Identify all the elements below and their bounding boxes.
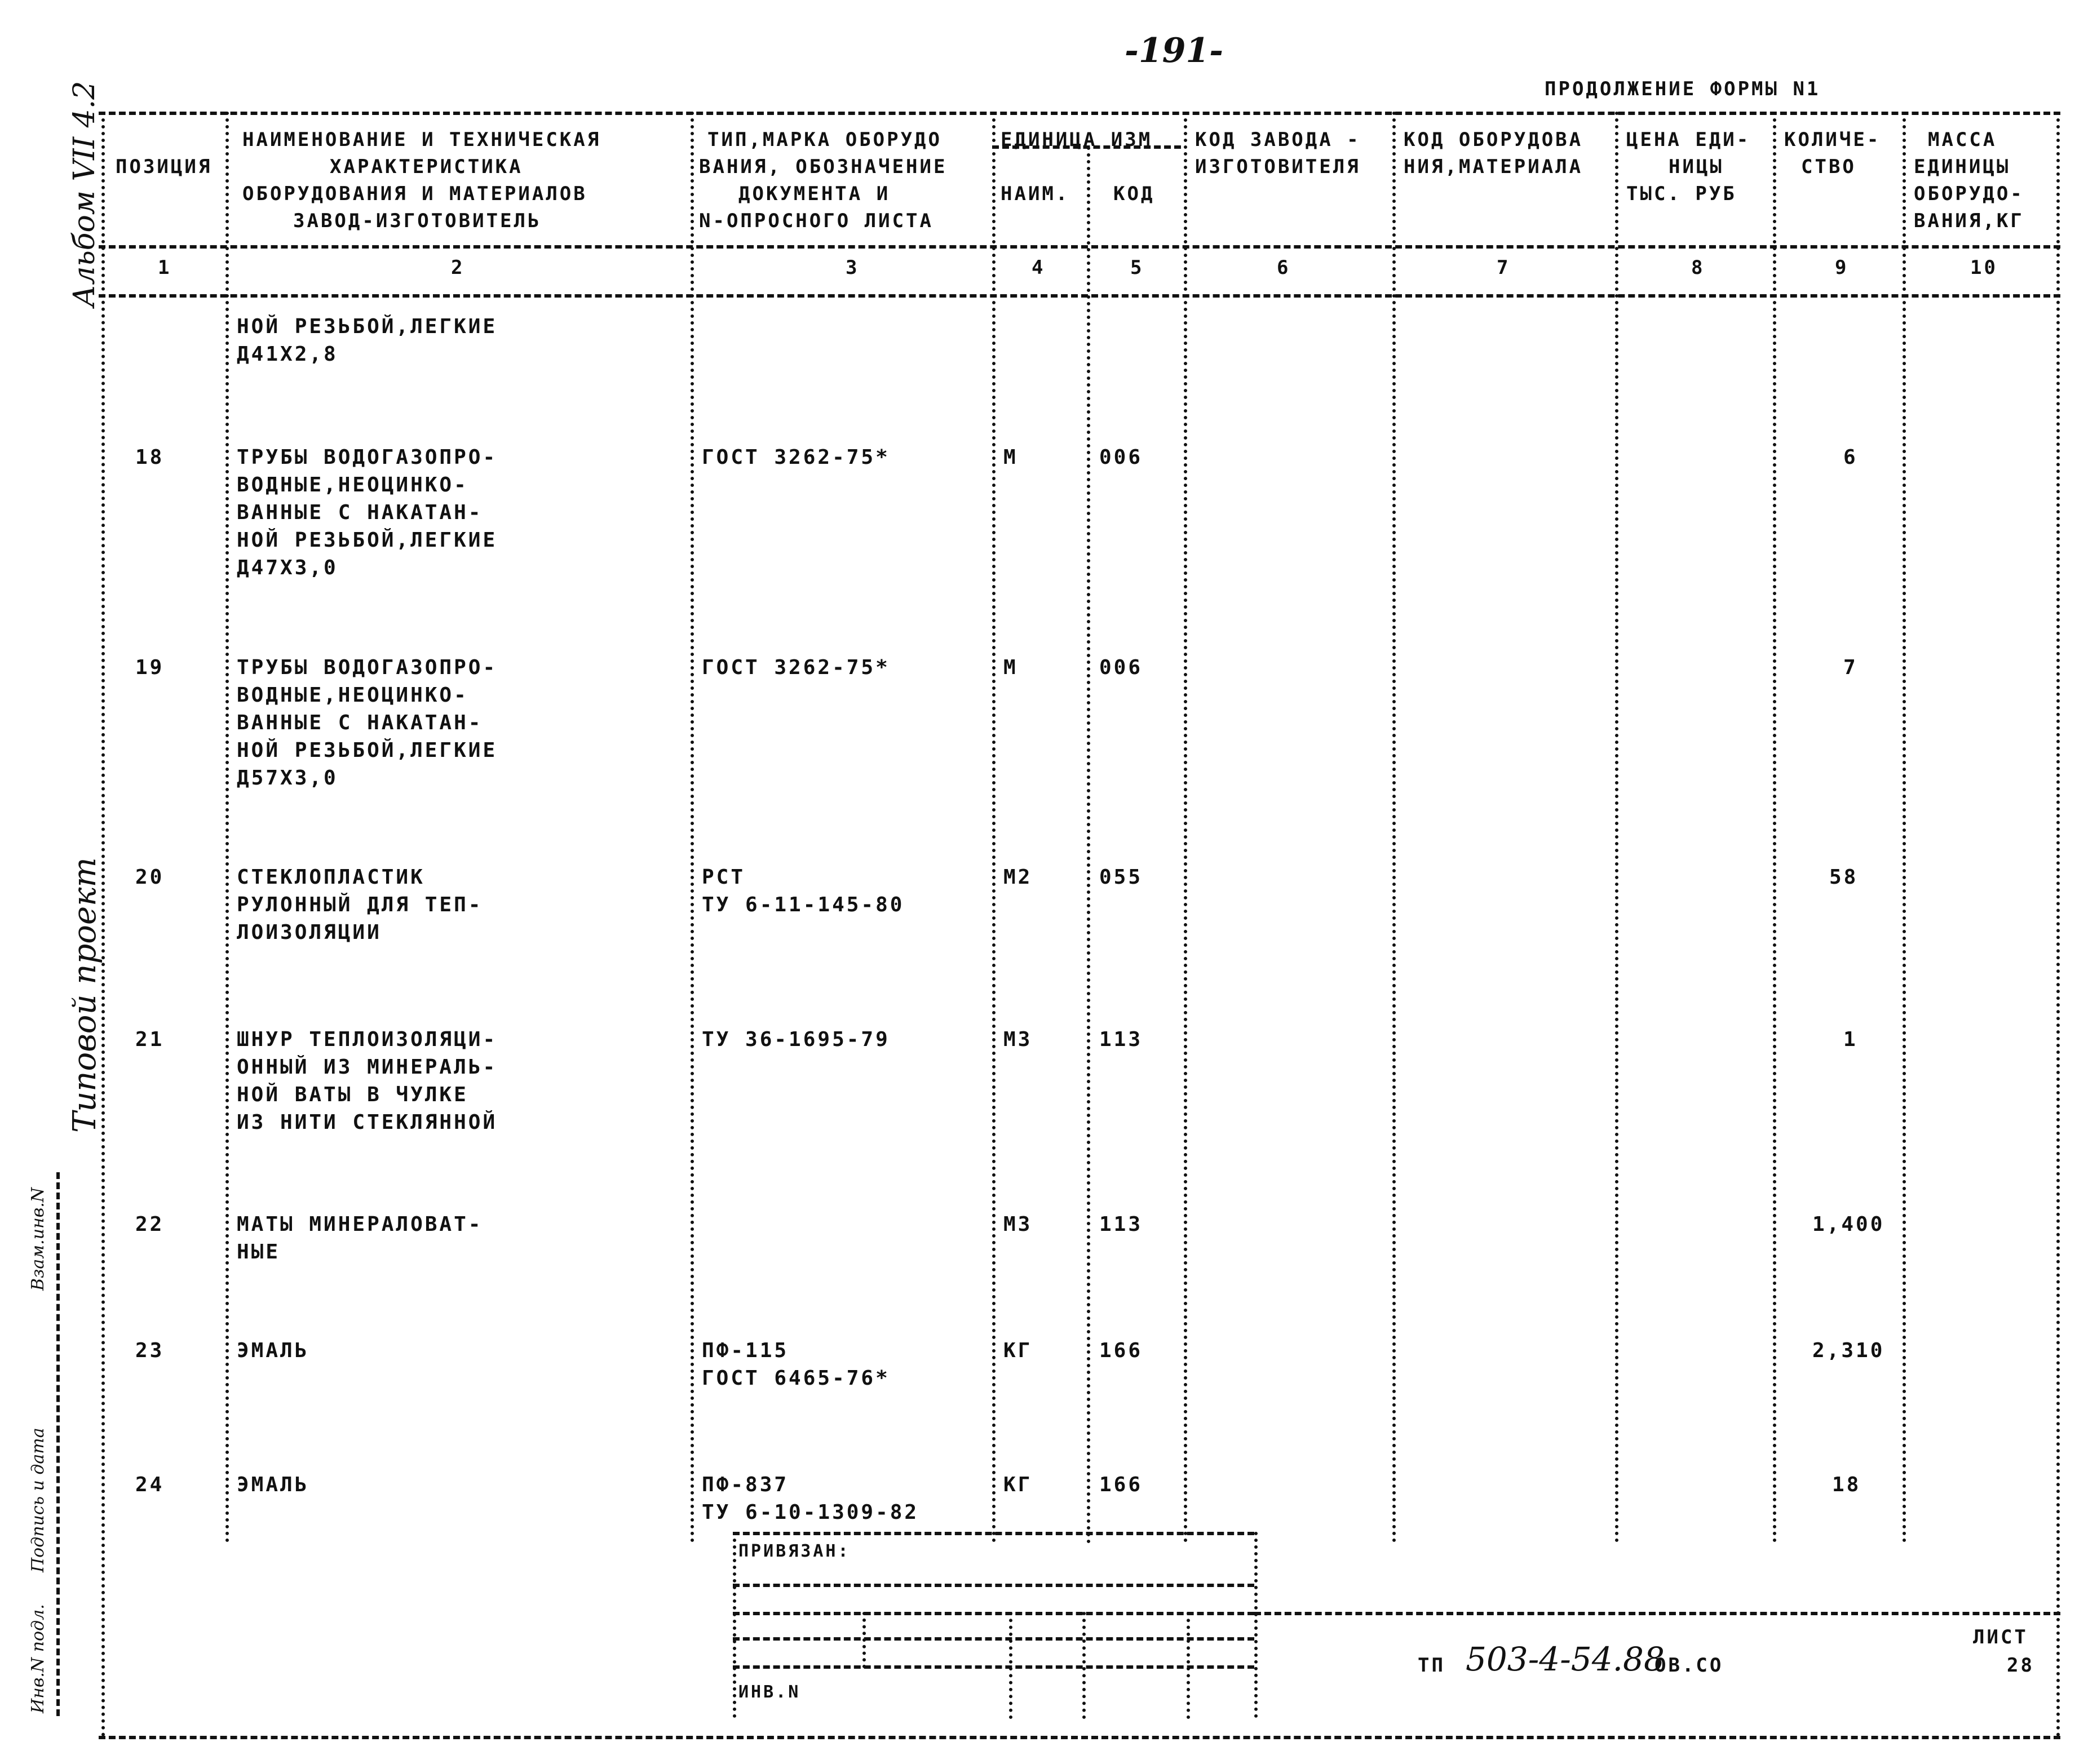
row-position: 19 <box>135 656 165 679</box>
header-equip-code-line2: НИЯ,МАТЕРИАЛА <box>1404 156 1583 178</box>
header-position: ПОЗИЦИЯ <box>116 156 213 178</box>
row-quantity: 2,310 <box>1812 1339 1885 1362</box>
header-price-line3: ТЫС. РУБ <box>1626 183 1737 205</box>
binding-divider <box>862 1612 866 1668</box>
binding-top-line <box>733 1532 1254 1535</box>
stamp-divider <box>56 1172 60 1716</box>
colnum-6: 6 <box>1277 256 1291 279</box>
doc-code-prefix: ТП <box>1418 1654 1445 1677</box>
col-border-right <box>2056 112 2060 1738</box>
header-equip-code-line1: КОД ОБОРУДОВА <box>1404 128 1583 151</box>
header-mass-line1: МАССА <box>1928 128 1997 151</box>
header-unit-name: НАИМ. <box>1001 183 1070 205</box>
header-unit-code: КОД <box>1113 183 1155 205</box>
row-unit-code: 006 <box>1099 446 1143 469</box>
form-continuation-title: ПРОДОЛЖЕНИЕ ФОРМЫ N1 <box>1545 78 1821 100</box>
row-name-line: ВАННЫЕ С НАКАТАН- <box>237 711 483 734</box>
binding-line <box>733 1665 1254 1669</box>
row-unit-name: М <box>1003 656 1018 679</box>
row-unit-code: 113 <box>1099 1028 1143 1051</box>
header-name-line3: ОБОРУДОВАНИЯ И МАТЕРИАЛОВ <box>242 183 587 205</box>
row-name-line: ТРУБЫ ВОДОГАЗОПРО- <box>237 656 498 679</box>
col-border-3 <box>992 112 996 1543</box>
project-label: Типовой проект <box>67 857 103 1133</box>
header-type-line2: ВАНИЯ, ОБОЗНАЧЕНИЕ <box>699 156 948 178</box>
row-name-line: Д57Х3,0 <box>237 766 338 790</box>
row-name-line: ТРУБЫ ВОДОГАЗОПРО- <box>237 446 498 469</box>
binding-divider <box>1187 1612 1190 1719</box>
row-type-line: ТУ 6-11-145-80 <box>702 893 905 916</box>
row-unit-code: 055 <box>1099 866 1143 889</box>
row-quantity: 1 <box>1843 1028 1858 1051</box>
col-border-9 <box>1903 112 1906 1543</box>
row-type-line: ПФ-837 <box>702 1473 789 1496</box>
row-name-line: НОЙ РЕЗЬБОЙ,ЛЕГКИЕ <box>237 315 498 338</box>
row-name-line: МАТЫ МИНЕРАЛОВАТ- <box>237 1213 483 1236</box>
col-border-7 <box>1615 112 1618 1543</box>
col-border-5 <box>1184 112 1187 1543</box>
stamp-vzam-label: Взам.инв.N <box>28 1187 48 1291</box>
row-name-line: ОННЫЙ ИЗ МИНЕРАЛЬ- <box>237 1056 498 1079</box>
sheet-number: 28 <box>2007 1654 2034 1677</box>
row-position: 24 <box>135 1473 165 1496</box>
row-name-line: НОЙ ВАТЫ В ЧУЛКЕ <box>237 1083 468 1106</box>
row-type-line: РСТ <box>702 866 746 889</box>
colnum-9: 9 <box>1835 256 1849 279</box>
binding-divider <box>1009 1612 1012 1719</box>
header-name-line2: ХАРАКТЕРИСТИКА <box>330 156 523 178</box>
col-border-8 <box>1773 112 1776 1543</box>
row-name-line: РУЛОННЫЙ ДЛЯ ТЕП- <box>237 893 483 916</box>
row-name-line: ЭМАЛЬ <box>237 1339 309 1362</box>
binding-left-line <box>733 1532 736 1718</box>
row-quantity: 6 <box>1843 446 1858 469</box>
colnum-8: 8 <box>1691 256 1705 279</box>
colnum-7: 7 <box>1497 256 1511 279</box>
binding-right-line <box>1254 1532 1258 1718</box>
row-unit-name: М3 <box>1003 1028 1033 1051</box>
row-name-line: НОЙ РЕЗЬБОЙ,ЛЕГКИЕ <box>237 529 498 552</box>
row-unit-code: 166 <box>1099 1473 1143 1496</box>
stamp-sign-label: Подпись и дата <box>28 1428 48 1572</box>
col-border-4 <box>1087 147 1090 1544</box>
header-name-line4: ЗАВОД-ИЗГОТОВИТЕЛЬ <box>293 210 542 232</box>
row-position: 21 <box>135 1028 165 1051</box>
colnum-5: 5 <box>1130 256 1144 279</box>
header-plant-code-line1: КОД ЗАВОДА - <box>1195 128 1361 151</box>
row-name-line: НОЙ РЕЗЬБОЙ,ЛЕГКИЕ <box>237 739 498 762</box>
col-border-2 <box>691 112 694 1543</box>
row-unit-name: КГ <box>1003 1339 1033 1362</box>
header-name-line1: НАИМЕНОВАНИЕ И ТЕХНИЧЕСКАЯ <box>242 128 601 151</box>
binding-divider <box>1082 1612 1086 1719</box>
row-name-line: ЛОИЗОЛЯЦИИ <box>237 921 382 944</box>
binding-line <box>733 1584 1254 1587</box>
binding-line <box>733 1612 1254 1615</box>
header-plant-code-line2: ИЗГОТОВИТЕЛЯ <box>1195 156 1361 178</box>
header-type-line3: ДОКУМЕНТА И <box>738 183 891 205</box>
row-quantity: 18 <box>1832 1473 1861 1496</box>
row-unit-name: КГ <box>1003 1473 1033 1496</box>
colnum-10: 10 <box>1970 256 1998 279</box>
header-type-line4: N-ОПРОСНОГО ЛИСТА <box>699 210 934 232</box>
row-quantity: 1,400 <box>1812 1213 1885 1236</box>
row-type-line: ТУ 6-10-1309-82 <box>702 1501 919 1524</box>
row-name-line: ИЗ НИТИ СТЕКЛЯННОЙ <box>237 1111 498 1134</box>
sheet-label: ЛИСТ <box>1973 1626 2028 1648</box>
header-mass-line2: ЕДИНИЦЫ <box>1914 156 2011 178</box>
row-name-line: НЫЕ <box>237 1240 281 1264</box>
table-top-border <box>99 112 2060 115</box>
row-type-line: ГОСТ 3262-75* <box>702 656 890 679</box>
row-name-line: СТЕКЛОПЛАСТИК <box>237 866 425 889</box>
table-bottom-border <box>99 1736 2060 1739</box>
stamp-inv-label: Инв.N подл. <box>28 1604 48 1713</box>
row-quantity: 58 <box>1829 866 1859 889</box>
row-name-line: ШНУР ТЕПЛОИЗОЛЯЦИ- <box>237 1028 498 1051</box>
doc-code-number: 503-4-54.88 <box>1466 1640 1665 1678</box>
row-name-line: ВАННЫЕ С НАКАТАН- <box>237 501 483 524</box>
colnum-4: 4 <box>1032 256 1046 279</box>
title-block-top <box>1254 1612 2060 1615</box>
row-type-line: ПФ-115 <box>702 1339 789 1362</box>
doc-code-suffix: ОВ.СО <box>1654 1654 1724 1677</box>
row-type-line: ГОСТ 6465-76* <box>702 1367 890 1390</box>
colnum-1: 1 <box>158 256 172 279</box>
row-position: 22 <box>135 1213 165 1236</box>
row-name-line: ВОДНЫЕ,НЕОЦИНКО- <box>237 473 468 497</box>
col-border-6 <box>1392 112 1396 1543</box>
header-type-line1: ТИП,МАРКА ОБОРУДО <box>707 128 942 151</box>
album-label: Альбом VII 4.2 <box>68 81 101 307</box>
colnum-bottom-border <box>99 294 2060 298</box>
row-unit-code: 166 <box>1099 1339 1143 1362</box>
header-qty-line1: КОЛИЧЕ- <box>1784 128 1881 151</box>
row-unit-name: М <box>1003 446 1018 469</box>
header-mass-line4: ВАНИЯ,КГ <box>1914 210 2024 232</box>
row-name-line: Д47Х3,0 <box>237 556 338 579</box>
row-position: 23 <box>135 1339 165 1362</box>
row-position: 18 <box>135 446 165 469</box>
row-position: 20 <box>135 866 165 889</box>
row-unit-code: 113 <box>1099 1213 1143 1236</box>
header-bottom-border <box>99 245 2060 249</box>
row-type-line: ГОСТ 3262-75* <box>702 446 890 469</box>
binding-line <box>733 1637 1254 1641</box>
row-quantity: 7 <box>1843 656 1858 679</box>
colnum-3: 3 <box>846 256 860 279</box>
row-unit-name: М2 <box>1003 866 1033 889</box>
header-mass-line3: ОБОРУДО- <box>1914 183 2024 205</box>
row-unit-name: М3 <box>1003 1213 1033 1236</box>
header-price-line2: НИЦЫ <box>1669 156 1724 178</box>
header-price-line1: ЦЕНА ЕДИ- <box>1626 128 1751 151</box>
row-type-line: ТУ 36-1695-79 <box>702 1028 890 1051</box>
row-name-line: ВОДНЫЕ,НЕОЦИНКО- <box>237 684 468 707</box>
header-qty-line2: СТВО <box>1801 156 1856 178</box>
bound-label: ПРИВЯЗАН: <box>738 1541 851 1561</box>
page-number: -191- <box>1125 31 1224 70</box>
row-name-line: Д41Х2,8 <box>237 343 338 366</box>
col-border-1 <box>225 112 229 1543</box>
row-unit-code: 006 <box>1099 656 1143 679</box>
inv-label: ИНВ.N <box>738 1682 801 1702</box>
colnum-2: 2 <box>451 256 465 279</box>
row-name-line: ЭМАЛЬ <box>237 1473 309 1496</box>
header-unit: ЕДИНИЦА ИЗМ <box>1001 128 1153 151</box>
col-border-left <box>101 112 105 1738</box>
